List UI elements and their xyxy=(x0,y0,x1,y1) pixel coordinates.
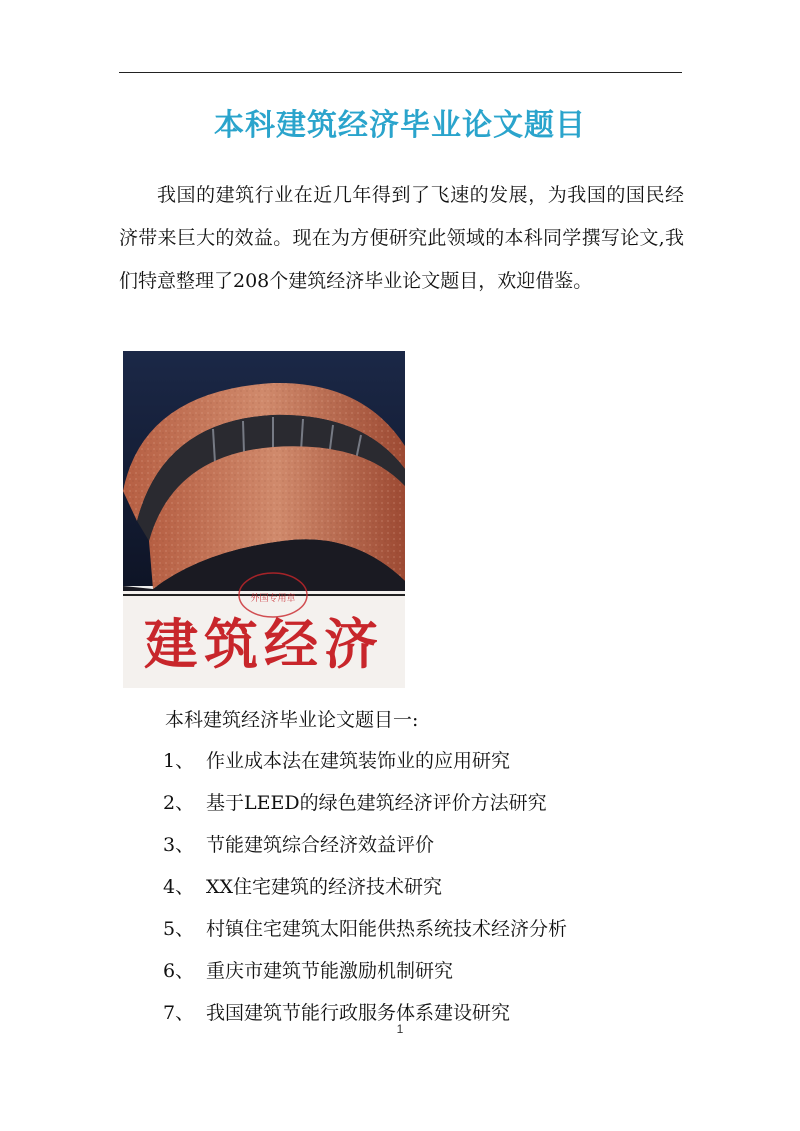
page-number: 1 xyxy=(396,1022,404,1036)
list-item-number: 1、 xyxy=(163,750,195,772)
list-item-number: 2、 xyxy=(163,792,195,814)
list-item-number: 6、 xyxy=(163,960,195,982)
document-title: 本科建筑经济毕业论文题目 xyxy=(214,108,586,143)
list-item xyxy=(163,782,567,824)
cover-illustration xyxy=(123,351,405,688)
list-item-text: 节能建筑综合经济效益评价 xyxy=(206,834,435,856)
list-item-text: 作业成本法在建筑装饰业的应用研究 xyxy=(206,750,511,772)
list-item-text: 我国建筑节能行政服务体系建设研究 xyxy=(206,1002,511,1024)
list-item-number: 3、 xyxy=(163,834,195,856)
list-item-number: 7、 xyxy=(163,1002,195,1024)
topic-list xyxy=(163,740,567,1034)
list-item xyxy=(163,950,567,992)
list-item-text: 重庆市建筑节能激励机制研究 xyxy=(206,960,454,982)
journal-cover-image xyxy=(123,351,405,688)
cover-title-text: 建筑经济 xyxy=(144,612,384,676)
list-item-text: 村镇住宅建筑太阳能供热系统技术经济分析 xyxy=(206,918,568,940)
list-item xyxy=(163,908,567,950)
header-rule xyxy=(119,72,682,73)
list-item xyxy=(163,740,567,782)
list-item-text: 基于LEED的绿色建筑经济评价方法研究 xyxy=(206,792,547,814)
list-item xyxy=(163,824,567,866)
list-item-text: XX住宅建筑的经济技术研究 xyxy=(206,876,443,898)
list-item-number: 4、 xyxy=(163,876,195,898)
intro-paragraph: 我国的建筑行业在近几年得到了飞速的发展，为我国的国民经济带来巨大的效益。现在为方便研究此领域的本科同学撰写论文,我们特意整理了208个建筑经济毕业论文题目，欢迎借鉴。 xyxy=(119,184,684,292)
stamp-text: 外国专用章 xyxy=(250,594,296,604)
list-item xyxy=(163,866,567,908)
section-heading: 本科建筑经济毕业论文题目一: xyxy=(165,709,419,731)
list-item-number: 5、 xyxy=(163,918,195,940)
